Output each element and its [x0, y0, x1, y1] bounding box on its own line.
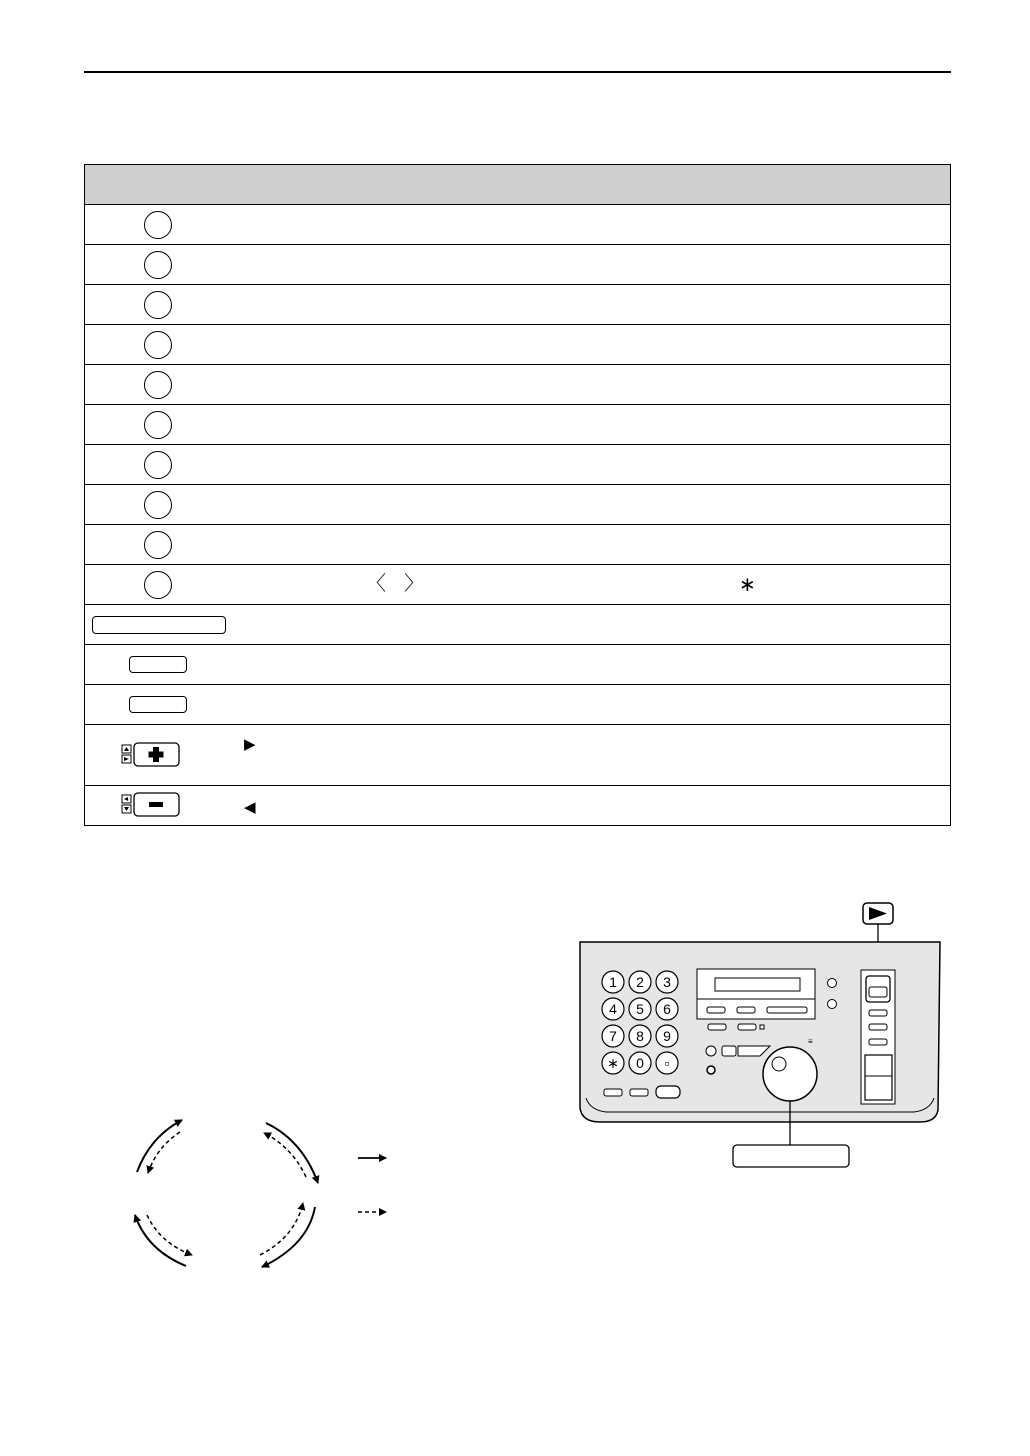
- round-key-icon: [144, 411, 172, 439]
- angle-close-glyph: 〉: [404, 573, 424, 595]
- keypad-key-label: 0: [636, 1055, 644, 1071]
- wide-key-icon: [92, 616, 226, 634]
- tri-right-glyph: ▶: [244, 736, 256, 753]
- key-symbol-cell: [85, 525, 231, 564]
- round-key-icon: [144, 491, 172, 519]
- table-row: [85, 205, 950, 245]
- keypad-key-label: 8: [636, 1028, 644, 1044]
- key-symbol-cell: [85, 365, 231, 404]
- keypad-key-label: 4: [609, 1001, 617, 1017]
- dial-icon: [763, 1047, 817, 1101]
- plus-icon: [121, 742, 181, 768]
- play-triangle-icon: [863, 903, 893, 924]
- table-row: [85, 325, 950, 365]
- keypad-key-label: 1: [609, 974, 617, 990]
- fax-panel-illustration: [570, 898, 950, 1183]
- keypad-key-label: 9: [663, 1028, 671, 1044]
- table-row: [85, 405, 950, 445]
- table-row: [85, 565, 950, 605]
- angle-open-glyph: 〈: [366, 573, 386, 595]
- table-row: [85, 786, 950, 825]
- key-table: [84, 164, 951, 826]
- key-symbol-cell: [85, 325, 231, 364]
- keypad-key-label: ▫: [664, 1055, 670, 1071]
- table-row: [85, 445, 950, 485]
- table-row: [85, 605, 950, 645]
- key-symbol-cell: [85, 485, 231, 524]
- keypad-key-label: ∗: [607, 1055, 619, 1071]
- key-symbol-cell: [85, 445, 231, 484]
- table-header: [85, 165, 950, 205]
- table-row: [85, 685, 950, 725]
- keypad-key-label: 5: [636, 1001, 644, 1017]
- round-key-icon: [144, 531, 172, 559]
- round-key-icon: [144, 291, 172, 319]
- top-rule: [84, 71, 951, 73]
- table-row: [85, 725, 950, 786]
- key-symbol-cell: [85, 205, 231, 244]
- table-row: [85, 485, 950, 525]
- round-key-icon: [144, 331, 172, 359]
- rect-key-icon: [129, 656, 187, 673]
- table-row: [85, 245, 950, 285]
- keypad-key-label: 7: [609, 1028, 617, 1044]
- table-row: [85, 365, 950, 405]
- table-row: [85, 645, 950, 685]
- key-symbol-cell: [85, 285, 231, 324]
- key-symbol-cell: [85, 685, 231, 724]
- round-key-icon: [144, 571, 172, 599]
- cycle-diagram: [120, 1105, 420, 1280]
- rect-key-icon: [129, 696, 187, 713]
- key-symbol-cell: [85, 245, 231, 284]
- svg-text:≡: ≡: [808, 1037, 813, 1046]
- keypad-key-label: 2: [636, 974, 644, 990]
- keypad-key-label: 6: [663, 1001, 671, 1017]
- round-key-icon: [144, 251, 172, 279]
- minus-icon: [121, 792, 181, 818]
- key-symbol-cell: [85, 405, 231, 444]
- keypad-key-label: 3: [663, 974, 671, 990]
- star-glyph: ∗: [739, 574, 756, 596]
- tri-left-glyph: ◀: [244, 799, 256, 816]
- key-symbol-cell: [85, 565, 231, 604]
- key-symbol-cell: [85, 645, 231, 684]
- round-key-icon: [144, 211, 172, 239]
- round-key-icon: [144, 371, 172, 399]
- table-row: [85, 285, 950, 325]
- round-key-icon: [144, 451, 172, 479]
- table-row: [85, 525, 950, 565]
